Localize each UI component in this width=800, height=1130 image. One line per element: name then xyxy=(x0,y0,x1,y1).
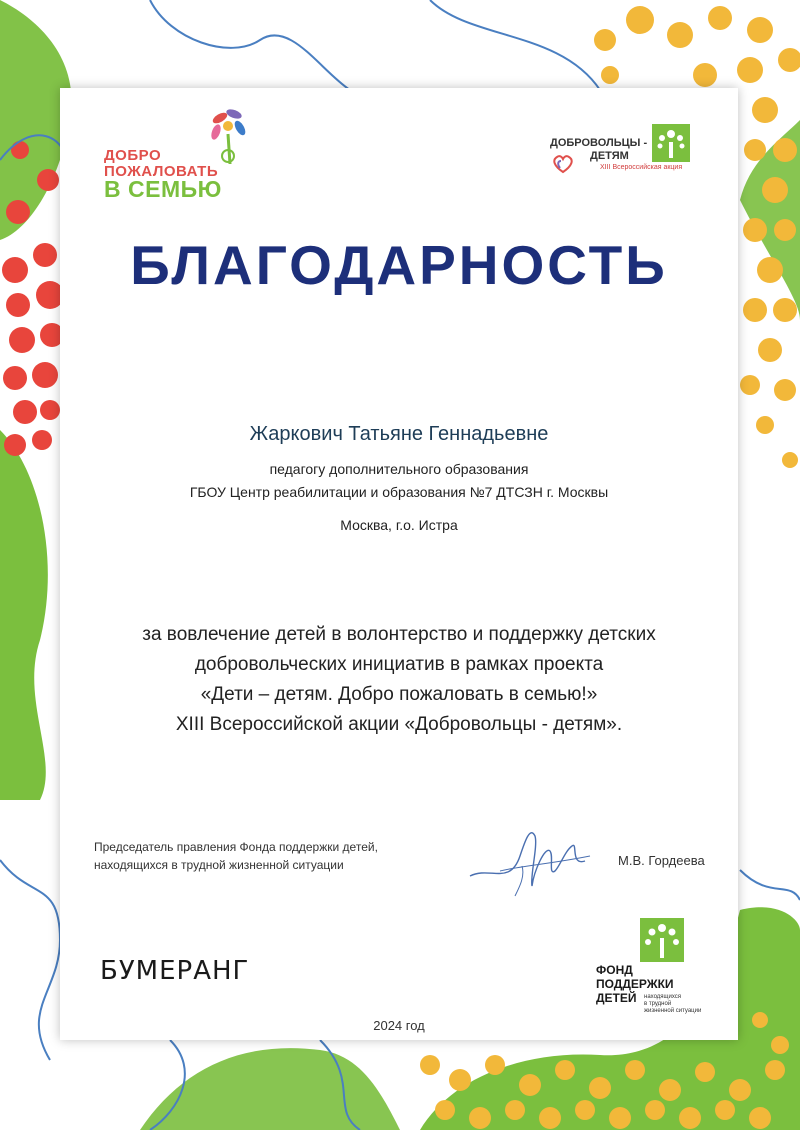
logo-family-line3: В СЕМЬЮ xyxy=(104,176,222,202)
boomerang-logo xyxy=(100,952,250,992)
flower-icon xyxy=(198,104,258,164)
certificate-page xyxy=(60,88,738,1040)
recipient-name: Жаркович Татьяне Геннадьевне xyxy=(249,423,549,445)
fund-logo-sub1: находящихся xyxy=(644,994,682,1000)
logo-family-line2: ПОЖАЛОВАТЬ xyxy=(104,163,219,180)
fund-logo-sub3: жизненной ситуации xyxy=(644,1008,702,1014)
signatory-title xyxy=(94,838,378,874)
logo-vol-line2: ДЕТЯМ xyxy=(590,150,629,162)
recipient-organization: ГБОУ Центр реабилитации и образования №7 ДТСЗН г. Москвы xyxy=(189,484,609,500)
fund-logo-line1: ФОНД xyxy=(596,963,633,977)
fund-tree-icon xyxy=(640,918,684,962)
recipient-position: педагогу дополнительного образования xyxy=(269,461,529,477)
logo-vol-line1: ДОБРОВОЛЬЦЫ - xyxy=(550,137,648,149)
fund-logo-line2: ПОДДЕРЖКИ xyxy=(596,977,674,991)
signatory-name: М.В. Гордеева xyxy=(618,853,705,868)
boomerang-logo-text: БУМЕРАНГ xyxy=(100,956,250,986)
heart-icon xyxy=(552,154,574,174)
fund-logo-line3: ДЕТЕЙ xyxy=(596,991,637,1005)
gratitude-line: за вовлечение детей в волонтерство и поддержку детских xyxy=(142,624,656,645)
fund-logo-sub2: в трудной xyxy=(644,1001,672,1007)
gratitude-text xyxy=(60,620,738,740)
gratitude-line: «Дети – детям. Добро пожаловать в семью!» xyxy=(200,684,598,705)
tree-icon xyxy=(652,124,690,162)
welcome-to-family-logo xyxy=(98,104,258,200)
recipient-city: Москва, г.о. Истра xyxy=(340,517,458,533)
certificate-title: БЛАГОДАРНОСТЬ xyxy=(130,234,668,296)
signatory-title-line2: находящихся в трудной жизненной ситуации xyxy=(94,858,344,872)
logo-family-line1: ДОБРО xyxy=(104,147,162,164)
gratitude-line: добровольческих инициатив в рамках проекта xyxy=(194,654,604,675)
logo-vol-line3: XIII Всероссийская акция xyxy=(600,164,683,171)
signatory-title-line1: Председатель правления Фонда поддержки детей, xyxy=(94,840,378,854)
gratitude-line: XIII Всероссийской акции «Добровольцы - детям». xyxy=(175,714,623,735)
certificate-year: 2024 год xyxy=(373,1018,425,1033)
children-support-fund-logo xyxy=(588,918,738,1028)
signature-image xyxy=(460,816,600,906)
volunteers-children-logo xyxy=(550,124,700,180)
